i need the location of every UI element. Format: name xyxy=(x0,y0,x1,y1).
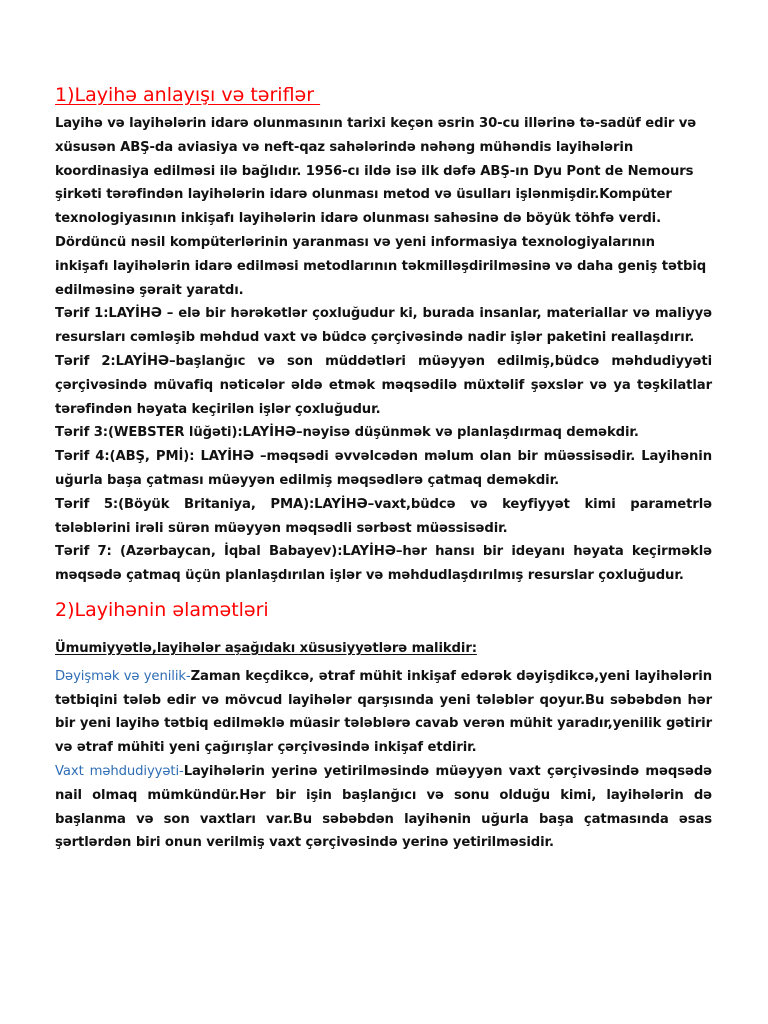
definition-7: Tərif 7: (Azərbaycan, İqbal Babayev):LAYİHƏ–hər hansı bir ideyanı həyata keçirməklə məqsədə çatmaq üçün planlaşdırılan işlər və məhdudlaşdırılmış resurslar çoxluğudur. xyxy=(55,544,712,584)
feature-item-change xyxy=(55,665,712,760)
definition-4: Tərif 4:(ABŞ, PMİ): LAYİHƏ –məqsədi əvvəlcədən məlum olan bir müəssisədir. Layihənin uğurla başa çatması müəyyən edilmiş məqsədlərə çatmaq deməkdir. xyxy=(55,449,712,488)
intro-paragraph: Layihə və layihələrin idarə olunmasının tarixi keçən əsrin 30-cu illərinə tə-sadüf edir və xüsusən ABŞ-da aviasiya və neft-qaz sahələrində nəhəng mühəndis layihələrin koordinasiya edilməsi ilə bağlıdır. 1956-cı ildə isə ilk dəfə ABŞ-ın Dyu Pont de Nemours şirkəti tərəfindən layihələrin idarə olunması metod və üsulları işlənmişdir.Kompüter texnologiyasının inkişafı layihələrin idarə olunması sahəsinə də böyük töhfə verdi. Dördüncü nəsil kompüterlərinin yaranması və yeni informasiya texnologiyalarının inkişafı layihələrin idarə edilməsi metodlarının təkmilləşdirilməsinə və daha geniş tətbiq edilməsinə şərait yaratdı. xyxy=(55,116,707,298)
section-2-subtitle xyxy=(55,637,712,661)
feature-term-change: Dəyişmək və yenilik- xyxy=(55,668,191,684)
feature-term-time: Vaxt məhdudiyyəti- xyxy=(55,763,184,779)
feature-item-time xyxy=(55,760,712,855)
feature-text-change: Zaman keçdikcə, ətraf mühit inkişaf edərək dəyişdikcə,yeni layihələrin tətbiqini tələb edir və mövcud layihələr qarşısında yeni tələblər qoyur.Bu səbəbdən hər bir yeni layihə tətbiq edilməklə müasir tələblərə cavab verən mühit yaradır,yenilik gətirir və ətraf mühiti yeni çağırışlar çərçivəsində inkişaf etdirir. xyxy=(55,668,712,756)
definition-2: Tərif 2:LAYİHƏ–başlanğıc və son müddətləri müəyyən edilmiş,büdcə məhdudiyyəti çərçivəsində müvafiq nəticələr əldə etmək məqsədilə müxtəlif şəxslər və ya təşkilatlar tərəfindən həyata keçirilən işlər çoxluğudur. xyxy=(55,353,712,417)
section-2-body xyxy=(55,637,712,855)
definition-3: Tərif 3:(WEBSTER lüğəti):LAYİHƏ–nəyisə düşünmək və planlaşdırmaq deməkdir. xyxy=(55,425,639,441)
section-1-title xyxy=(55,84,320,106)
definition-1: Tərif 1:LAYİHƏ – elə bir hərəkətlər çoxluğudur ki, burada insanlar, materiallar və maliyyə resursları cəmləşib məhdud vaxt və büdcə çərçivəsində nadir işlər paketini reallaşdırır. xyxy=(55,306,712,346)
section-2-title: 2)Layihənin əlamətləri xyxy=(55,599,269,621)
feature-text-time: Layihələrin yerinə yetirilməsində müəyyən vaxt çərçivəsində məqsədə nail olmaq mümkündür.Hər bir işin başlanğıcı və sonu olduğu kimi, layihələrin də başlanma və son vaxtları var.Bu səbəbdən layihənin uğurla başa çatmasında əsas şərtlərdən biri onun verilmiş vaxt çərçivəsində yerinə yetirilməsidir. xyxy=(55,763,713,851)
section-2-subtitle-text: Ümumiyyətlə,layihələr aşağıdakı xüsusiyyətlərə malikdir: xyxy=(55,641,477,656)
section-1-body xyxy=(55,112,712,588)
section-1-title-text: 1)Layihə anlayışı və təriflər xyxy=(55,84,315,106)
definition-5: Tərif 5:(Böyük Britaniya, PMA):LAYİHƏ–vaxt,büdcə və keyfiyyət kimi parametrlə tələblərini irəli sürən müəyyən məqsədli sərbəst müəssisədir. xyxy=(55,496,712,536)
